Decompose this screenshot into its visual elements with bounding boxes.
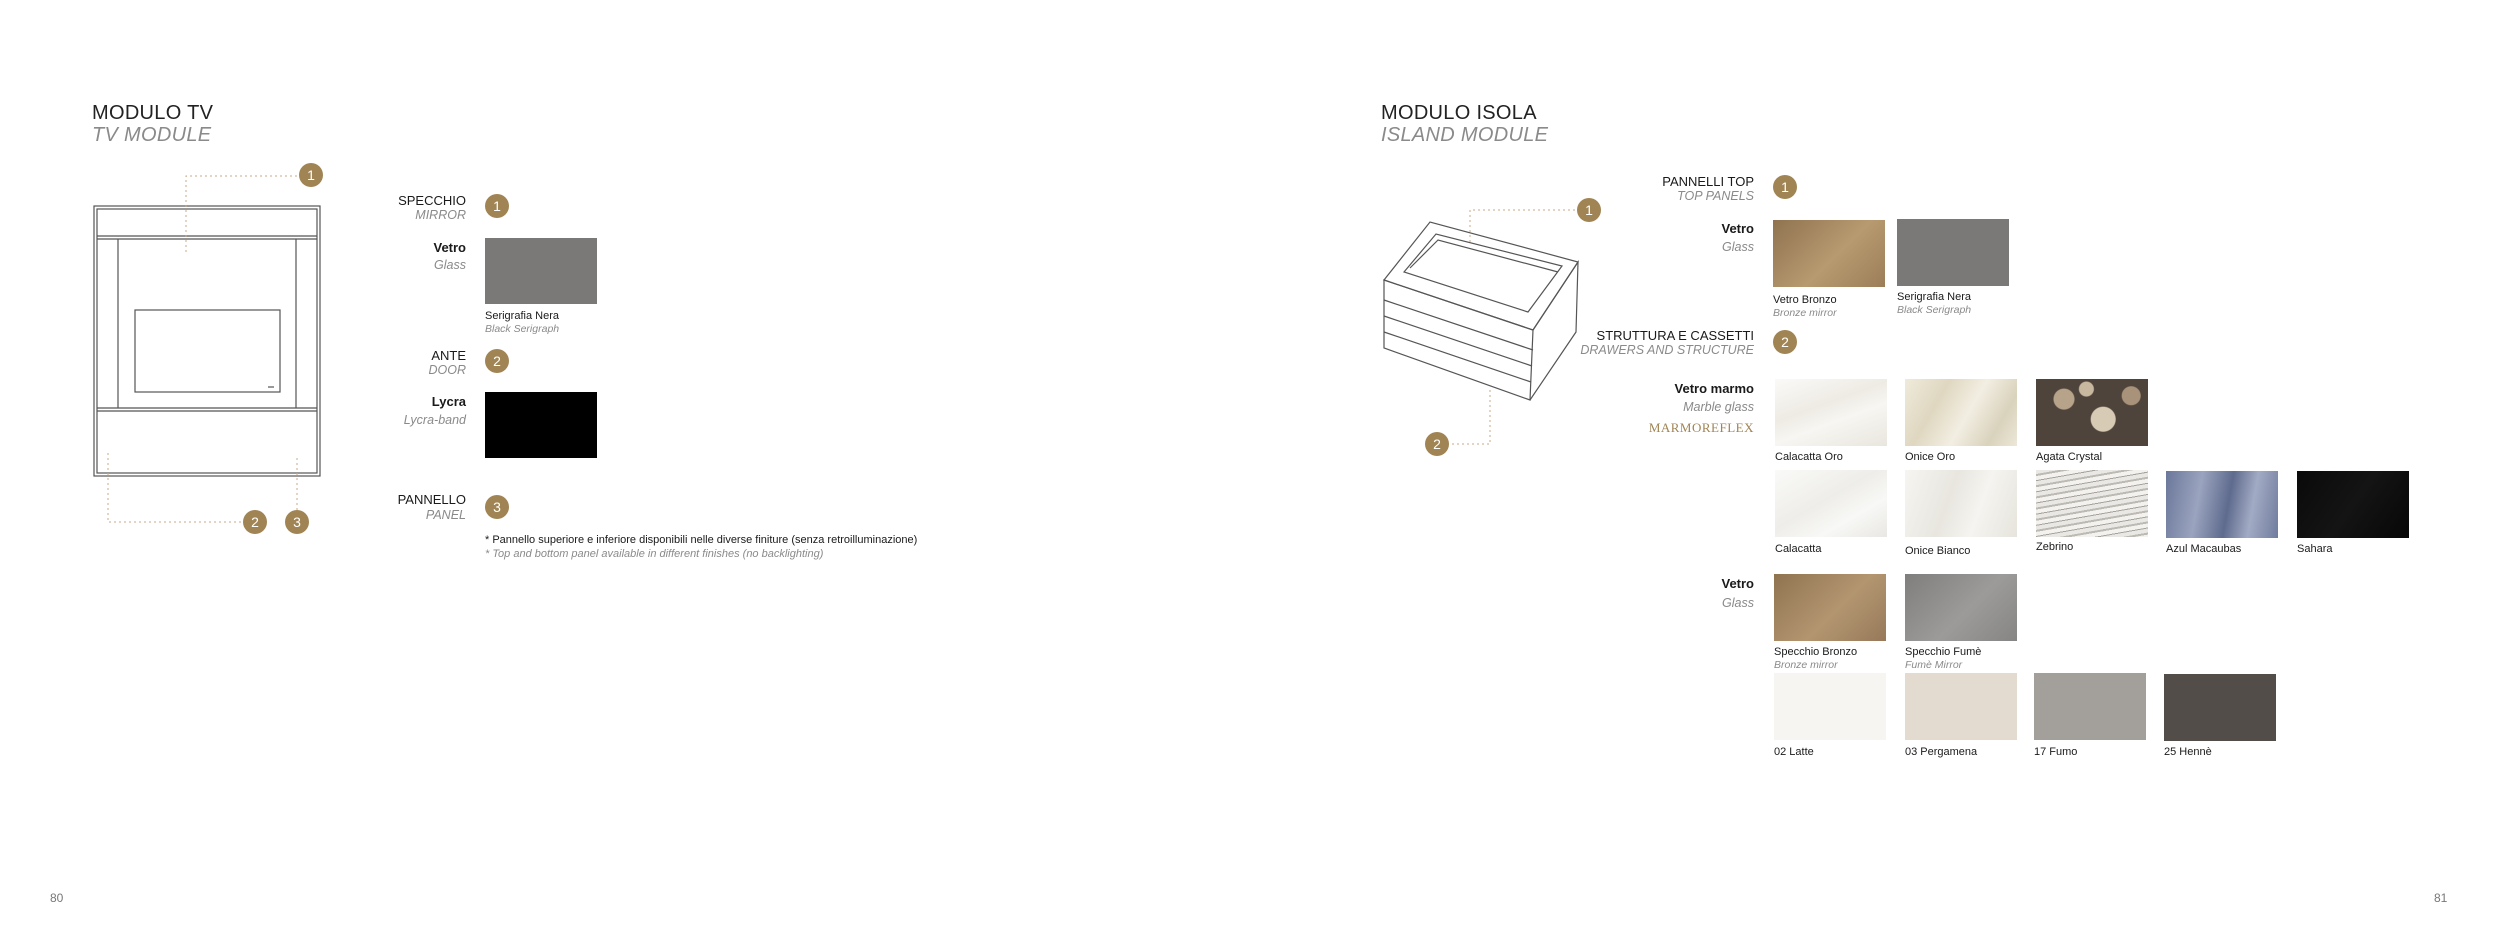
swatch-serigrafia-nera xyxy=(485,238,597,304)
swatch-vetro-bronzo xyxy=(1773,220,1885,287)
island-diagram-badge-1: 1 xyxy=(1577,198,1601,222)
section-label-panel: PANEL xyxy=(425,508,466,522)
material-label-glass: Glass xyxy=(434,258,466,272)
section-label-pannello: PANNELLO xyxy=(397,492,466,507)
section-badge-3: 3 xyxy=(485,495,509,519)
section-label-top-panels: TOP PANELS xyxy=(1677,189,1754,203)
material-label-glass-2: Glass xyxy=(1722,596,1754,610)
swatch-03-pergamena xyxy=(1905,673,2017,740)
material-label-marble-glass: Marble glass xyxy=(1683,400,1754,414)
swatch-caption: Vetro Bronzo xyxy=(1773,294,1837,306)
swatch-02-latte xyxy=(1774,673,1886,740)
swatch-serigrafia-nera-top xyxy=(1897,219,2009,286)
swatch-caption: Onice Oro xyxy=(1905,451,1956,463)
material-label-glass-top: Glass xyxy=(1722,240,1754,254)
swatch-25-henne xyxy=(2164,674,2276,741)
island-module-drawing xyxy=(1378,190,1608,460)
section-label-drawers: DRAWERS AND STRUCTURE xyxy=(1580,343,1754,357)
page-number-right: 81 xyxy=(2434,891,2448,905)
swatch-caption: 02 Latte xyxy=(1774,746,1814,758)
swatch-onice-oro xyxy=(1905,379,2017,446)
material-label-vetro-glass: Vetro xyxy=(1721,576,1754,591)
swatch-caption: Onice Bianco xyxy=(1905,545,1971,557)
island-section-badge-2: 2 xyxy=(1773,330,1797,354)
swatch-caption: Zebrino xyxy=(2036,541,2074,553)
swatch-caption-en: Bronze mirror xyxy=(1773,307,1837,319)
finish-note: * Pannello superiore e inferiore disponibili nelle diverse finiture (senza retroilluminazione) xyxy=(485,534,918,546)
swatch-caption: Specchio Fumè xyxy=(1905,646,1982,658)
swatch-caption-en: Bronze mirror xyxy=(1774,659,1838,671)
swatch-specchio-bronzo xyxy=(1774,574,1886,641)
swatch-caption: Agata Crystal xyxy=(2036,451,2103,463)
island-diagram-badge-2: 2 xyxy=(1425,432,1449,456)
swatch-17-fumo xyxy=(2034,673,2146,740)
swatch-calacatta xyxy=(1775,470,1887,537)
swatch-calacatta-oro xyxy=(1775,379,1887,446)
section-label-pannelli-top: PANNELLI TOP xyxy=(1662,174,1754,189)
swatch-specchio-fume xyxy=(1905,574,2017,641)
swatch-caption: Azul Macaubas xyxy=(2166,543,2242,555)
swatch-caption: Calacatta Oro xyxy=(1775,451,1843,463)
diagram-badge-2: 2 xyxy=(243,510,267,534)
swatch-caption: 25 Hennè xyxy=(2164,746,2212,758)
section-badge-1: 1 xyxy=(485,194,509,218)
island-section-badge-1: 1 xyxy=(1773,175,1797,199)
section-label-specchio: SPECCHIO xyxy=(398,193,466,208)
swatch-agata-crystal xyxy=(2036,379,2148,446)
swatch-caption: Calacatta xyxy=(1775,543,1822,555)
section-label-mirror: MIRROR xyxy=(415,208,466,222)
swatch-caption: Specchio Bronzo xyxy=(1774,646,1858,658)
section-badge-2: 2 xyxy=(485,349,509,373)
swatch-caption: Sahara xyxy=(2297,543,2333,555)
finish-note-en: * Top and bottom panel available in different finishes (no backlighting) xyxy=(485,548,824,560)
swatch-zebrino xyxy=(2036,470,2148,537)
right-page-subtitle: ISLAND MODULE xyxy=(1381,124,1549,146)
swatch-onice-bianco xyxy=(1905,470,2017,537)
swatch-caption-en: Black Serigraph xyxy=(485,323,560,335)
material-label-vetro: Vetro xyxy=(433,240,466,255)
material-label-lycra: Lycra xyxy=(431,394,466,409)
material-label-vetro-marmo: Vetro marmo xyxy=(1674,381,1754,396)
material-label-lycra-band: Lycra-band xyxy=(403,413,466,427)
section-label-struttura: STRUTTURA E CASSETTI xyxy=(1596,328,1754,343)
swatch-caption-en: Fumè Mirror xyxy=(1905,659,1963,671)
swatch-caption-en: Black Serigraph xyxy=(1897,304,1972,316)
swatch-caption: 03 Pergamena xyxy=(1905,746,1978,758)
left-page-title: MODULO TV xyxy=(92,102,214,124)
swatch-caption: Serigrafia Nera xyxy=(1897,291,1971,303)
diagram-badge-1: 1 xyxy=(299,163,323,187)
swatch-sahara xyxy=(2297,471,2409,538)
page-number-left: 80 xyxy=(50,891,64,905)
marmoreflex-logo: MARMOREFLEX xyxy=(1648,420,1754,435)
material-label-vetro-top: Vetro xyxy=(1721,221,1754,236)
left-page-subtitle: TV MODULE xyxy=(92,124,212,146)
diagram-badge-3: 3 xyxy=(285,510,309,534)
right-page-title: MODULO ISOLA xyxy=(1381,102,1537,124)
section-label-ante: ANTE xyxy=(431,348,466,363)
swatch-lycra-black xyxy=(485,392,597,458)
swatch-azul-macaubas xyxy=(2166,471,2278,538)
section-label-door: DOOR xyxy=(428,363,466,377)
swatch-caption: Serigrafia Nera xyxy=(485,310,559,322)
swatch-caption: 17 Fumo xyxy=(2034,746,2078,758)
tv-module-drawing xyxy=(88,158,328,538)
